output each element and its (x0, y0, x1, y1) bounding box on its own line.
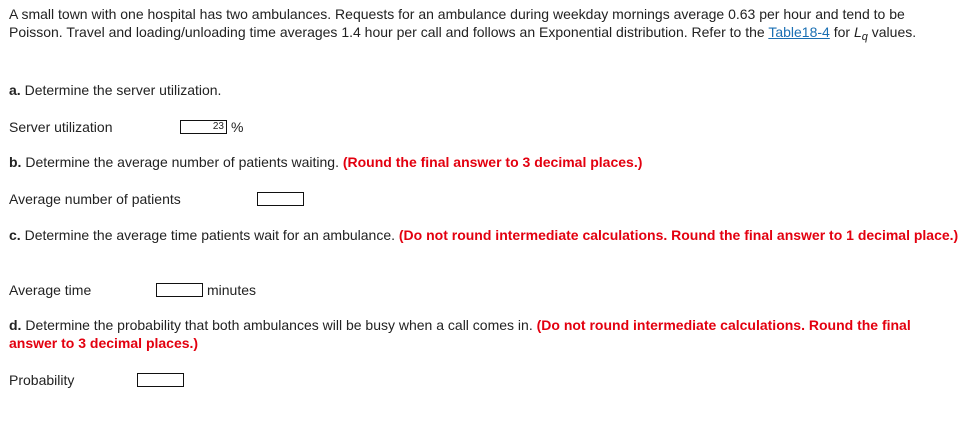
part-b-hint: (Round the final answer to 3 decimal places.) (342, 154, 643, 170)
part-a-text: Determine the server utilization. (20, 82, 222, 98)
part-a-question (9, 82, 959, 100)
question-page (9, 6, 959, 388)
part-d-text: Determine the probability that both ambulances will be busy when a call comes in. (21, 317, 537, 333)
part-c-letter: c. (9, 227, 21, 243)
part-b-question (9, 154, 959, 172)
lq-symbol (853, 23, 868, 43)
lq-subscript: q (861, 30, 868, 43)
intro-text: A small town with one hospital has two ambulances. Requests for an ambulance during weekday mornings average 0.63 per hour and tend to be Poisson. Travel and loading/unloading time averages 1.4 hour per call and follows an Exponential distribution. Refer to the (9, 6, 905, 40)
lq-main: L (853, 23, 862, 40)
part-a-letter: a. (9, 82, 21, 98)
part-c-answer-row (9, 281, 409, 299)
part-c-question (9, 227, 959, 245)
part-b-text: Determine the average number of patients waiting. (21, 154, 343, 170)
part-b-answer-row (9, 190, 409, 208)
probability-input[interactable] (137, 373, 184, 387)
part-d-hint: (Do not round intermediate calculations. Round the final answer to 3 decimal places.) (9, 317, 911, 351)
avg-patients-input[interactable] (257, 192, 304, 206)
minutes-unit: minutes (207, 282, 257, 298)
problem-statement (9, 6, 959, 46)
part-d-letter: d. (9, 317, 22, 333)
part-b-letter: b. (9, 154, 22, 170)
avg-time-label: Average time (9, 282, 92, 298)
part-d-question (9, 317, 959, 352)
part-c-text: Determine the average time patients wait for an ambulance. (20, 227, 399, 243)
avg-patients-label: Average number of patients (9, 191, 181, 207)
probability-label: Probability (9, 372, 75, 388)
avg-time-input[interactable] (156, 283, 203, 297)
part-d-answer-row (9, 371, 409, 389)
table-link[interactable]: Table18-4 (768, 23, 830, 40)
intro-for-text: for (829, 23, 854, 40)
server-utilization-input[interactable]: 23 (180, 120, 227, 134)
server-utilization-label: Server utilization (9, 119, 113, 135)
part-c-hint: (Do not round intermediate calculations. Round the final answer to 1 decimal place.) (398, 227, 959, 243)
percent-unit: % (231, 119, 244, 135)
part-a-answer-row (9, 118, 409, 136)
intro-after-text: values. (867, 23, 917, 40)
